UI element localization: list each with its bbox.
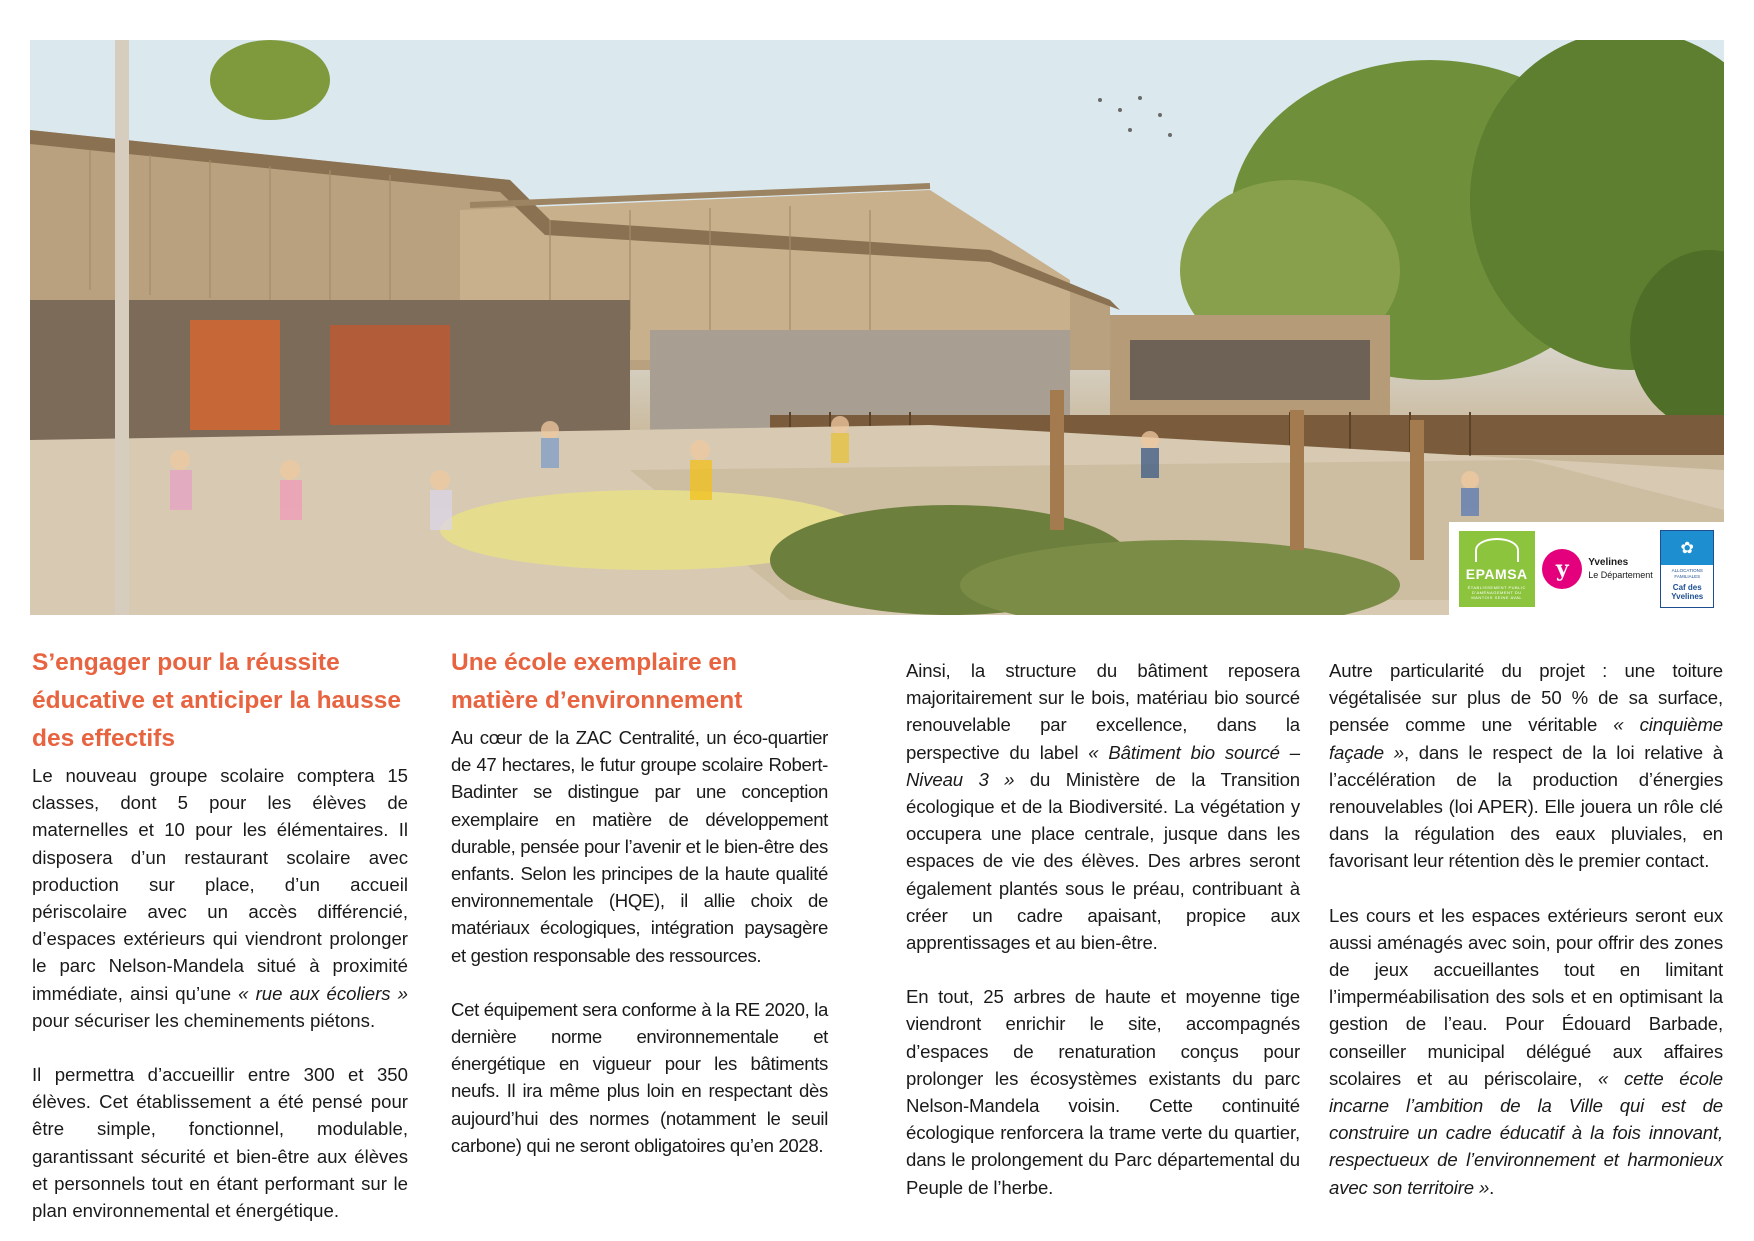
paragraph-classes: [32, 762, 408, 1034]
paragraph-outdoor-quote: « cette école incarne l’ambition de la Ville qui est de construire un cadre éducatif à la fois innovant, respectueux de l’environnement et harmonieux avec son territoire »: [1329, 1067, 1723, 1198]
paragraph-re2020: Cet équipement sera conforme à la RE 2020, la dernière norme environnementale et énergétique en vigueur pour les bâtiments neufs. Il ira même plus loin en respectant dès aujourd’hui des normes (notamment le seuil carbone) qui ne seront obligatoires qu’en 2028.: [451, 998, 829, 1156]
paragraph-trees: En tout, 25 arbres de haute et moyenne tige viendront enrichir le site, accompagnés d’espaces de renaturation conçus pour prolonger les écosystèmes existants du parc Nelson-Mandela voisin. Cette continuité écologique renforcera la trame verte du quartier, dans le prolongement du Parc départemental du Peuple de l’herbe.: [906, 986, 1300, 1198]
paragraph-outdoor-text-a: Les cours et les espaces extérieurs seront eux aussi aménagés avec soin, pour offrir des zones de jeux accueillantes tout en limitant l’imperméabilisation des sols et en optimisant la gestion de l’eau. Pour Édouard Barbade, conseiller municipal délégué aux affaires scolaires et au périscolaire,: [1329, 904, 1723, 1089]
paragraph-wood-italic: « Bâtiment bio sourcé – Niveau 3 »: [906, 741, 1300, 790]
section-title-education: S’engager pour la réussite éducative et anticiper la hausse des effectifs: [32, 649, 402, 752]
hero-rendering-image: [30, 40, 1724, 615]
paragraph-roof-text-b: , dans le respect de la loi relative à l’accélération de la production d’énergies renouvelables (loi APER). Elle jouera un rôle clé dans la régulation des eaux pluviales, en favorisant leur rétention dès le premier contact.: [1329, 741, 1723, 872]
partner-logos: [1449, 522, 1724, 615]
paragraph-wood-text-b: du Ministère de la Transition écologique et de la Biodiversité. La végétation y occupera une place centrale, jusque dans les espaces de vie des élèves. Des arbres seront également plantés sous le préau, contribuant à créer un cadre apaisant, propice aux apprentissages et au bien-être.: [906, 768, 1300, 954]
paragraph-outdoor-text-b: .: [1489, 1176, 1495, 1198]
epamsa-logo-subtitle: ÉTABLISSEMENT PUBLIC D'AMÉNAGEMENT DU MANTOIS SEINE AVAL: [1467, 584, 1526, 600]
paragraph-classes-text-b: pour sécuriser les cheminements piétons.: [32, 1009, 376, 1031]
column-1: [32, 644, 408, 1224]
yvelines-title: Yvelines: [1588, 556, 1629, 568]
yvelines-subtitle: Le Département: [1588, 569, 1653, 580]
yvelines-logo: [1542, 549, 1653, 589]
caf-flower-icon: ✿: [1661, 531, 1713, 565]
column-2: [451, 644, 828, 1159]
column-3: [906, 657, 1300, 1201]
paragraph-wood-text-a: Ainsi, la structure du bâtiment reposera majoritairement sur le bois, matériau bio sourcé renouvelable par excellence, dans la perspective du label: [906, 660, 1300, 763]
paragraph-roof-italic: « cinquième façade »: [1329, 714, 1723, 763]
paragraph-wood-structure: [906, 657, 1300, 956]
column-4: [1329, 657, 1723, 1201]
caf-logo: [1660, 530, 1714, 608]
paragraph-classes-italic: « rue aux écoliers »: [238, 982, 408, 1004]
yvelines-y-icon: y: [1542, 549, 1582, 589]
epamsa-logo-text: EPAMSA: [1465, 565, 1528, 582]
paragraph-capacity: Il permettra d’accueillir entre 300 et 350 élèves. Cet établissement a été pensé pour être simple, fonctionnel, modulable, garantissant sécurité et bien-être aux élèves et personnels tout en étant performant sur le plan environnemental et énergétique.: [32, 1064, 408, 1222]
paragraph-outdoor-spaces: [1329, 902, 1723, 1201]
paragraph-classes-text-a: Le nouveau groupe scolaire comptera 15 classes, dont 5 pour les élèves de maternelles et 10 pour les élémentaires. Il disposera d’un restaurant scolaire avec production sur place, d’un accueil périscolaire avec un accès différencié, d’espaces extérieurs qui viendront prolonger le parc Nelson-Mandela situé à proximité immédiate, ainsi qu’une: [32, 765, 408, 1004]
caf-subtitle: ALLOCATIONS FAMILIALES: [1671, 567, 1703, 579]
caf-name: Caf des Yvelines: [1671, 582, 1704, 601]
paragraph-roof-text-a: Autre particularité du projet : une toiture végétalisée sur plus de 50 % de sa surface, pensée comme une véritable: [1329, 660, 1723, 736]
epamsa-logo: [1459, 531, 1535, 607]
paragraph-zac: Au cœur de la ZAC Centralité, un éco-quartier de 47 hectares, le futur groupe scolaire Robert-Badinter se distingue par une conception exemplaire en matière de développement durable, pensée pour l’avenir et le bien-être des enfants. Selon les principes de la haute qualité environnementale (HQE), il allie choix de matériaux écologiques, intégration paysagère et gestion responsable des ressources.: [451, 727, 828, 966]
epamsa-mark-icon: [1475, 538, 1519, 562]
section-title-environment: Une école exemplaire en matière d’environnement: [451, 649, 743, 714]
paragraph-green-roof: [1329, 657, 1723, 875]
